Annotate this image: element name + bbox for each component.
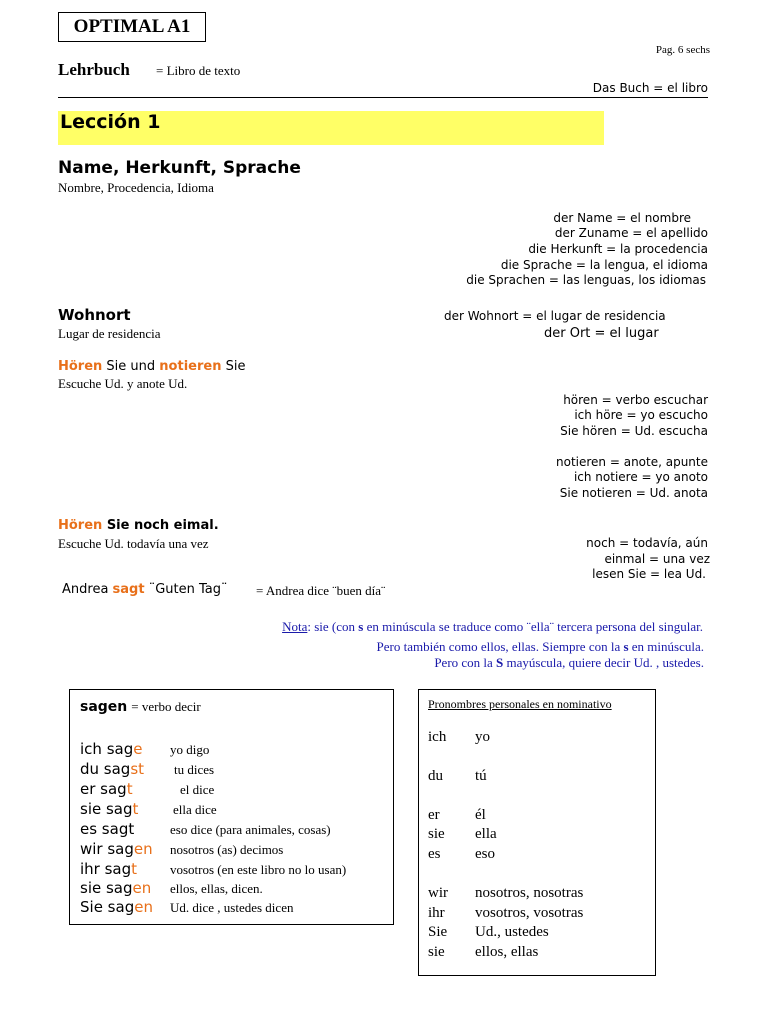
- vocab-zuname: der Zuname = el apellido: [554, 226, 708, 240]
- wohnort-translation: Lugar de residencia: [58, 326, 161, 341]
- sagen-title-translation: = verbo decir: [131, 699, 201, 714]
- hoeren-instruction: [58, 359, 245, 374]
- vocab-sprache: die Sprache = la lengua, el idioma: [500, 258, 708, 272]
- sagen-ending: st: [130, 760, 145, 778]
- pronoun-row: [428, 807, 486, 824]
- sagen-row-ihr: [80, 860, 346, 879]
- noch-note-1: noch = todavía, aún: [586, 536, 708, 550]
- pronoun-es: Ud., ustedes: [475, 924, 549, 940]
- wohnort-word: Wohnort: [58, 306, 131, 324]
- pronoun-de: du: [428, 768, 443, 784]
- nota-l2b: s: [623, 639, 629, 654]
- pronoun-de: es: [428, 846, 441, 862]
- pronoun-es: eso: [475, 846, 495, 862]
- section-heading-translation: Nombre, Procedencia, Idioma: [58, 180, 214, 195]
- sagen-row-sie: [80, 800, 217, 819]
- pronoun-de: sie: [428, 944, 445, 960]
- noch-rest: Sie noch eimal.: [102, 518, 219, 533]
- pronoun-row: [428, 846, 495, 863]
- sagen-row-ich: [80, 740, 209, 759]
- sagen-translation: ellos, ellas, dicen.: [170, 881, 263, 896]
- sagen-stem: es sagt: [80, 820, 135, 838]
- pronoun-row: [428, 905, 583, 922]
- sagen-ending: e: [133, 740, 143, 758]
- sagen-stem: er sag: [80, 780, 127, 798]
- pronoun-es: él: [475, 807, 486, 823]
- pronoun-de: ich: [428, 729, 447, 745]
- sagen-ending: en: [132, 879, 152, 897]
- andrea-verb: sagt: [112, 582, 145, 597]
- pronoun-de: sie: [428, 826, 445, 842]
- noch-translation: Escuche Ud. todavía una vez: [58, 536, 209, 551]
- sagen-translation: ella dice: [173, 802, 217, 817]
- noch-verb: Hören: [58, 518, 103, 533]
- buch-note: Das Buch = el libro: [592, 81, 708, 95]
- pronoun-row: [428, 924, 549, 941]
- wohnort-note: der Wohnort = el lugar de residencia: [444, 309, 666, 323]
- pronoun-es: ella: [475, 826, 497, 842]
- ort-note: der Ort = el lugar: [544, 326, 659, 341]
- nota-l2a: Pero también como ellos, ellas. Siempre con la: [376, 639, 624, 654]
- nota-line-3: [434, 655, 704, 671]
- hoeren-verb: Hören: [58, 359, 103, 374]
- hoeren-note-3: Sie hören = Ud. escucha: [560, 424, 708, 438]
- nota-l2c: en minúscula.: [628, 639, 704, 654]
- sagen-stem: ich sag: [80, 740, 134, 758]
- sagen-row-er: [80, 780, 214, 799]
- sagen-row-sie-plural: [80, 879, 263, 898]
- lehrbuch-translation: = Libro de texto: [156, 63, 241, 78]
- book-title: OPTIMAL A1: [58, 12, 206, 42]
- section-heading: Name, Herkunft, Sprache: [58, 158, 301, 178]
- sagen-stem: wir sag: [80, 840, 134, 858]
- page-label: Pag. 6 sechs: [655, 44, 710, 56]
- pronoun-es: tú: [475, 768, 487, 784]
- nota-l1a: : sie (con: [307, 619, 359, 634]
- andrea-quote: ¨Guten Tag¨: [144, 582, 228, 597]
- sagen-stem: ihr sag: [80, 860, 132, 878]
- nota-l1c: en minúscula se traduce como ¨ella¨ tercera persona del singular.: [363, 619, 703, 634]
- vocab-sprachen: die Sprachen = las lenguas, los idiomas: [466, 273, 706, 287]
- vocab-herkunft: die Herkunft = la procedencia: [528, 242, 708, 256]
- pronoun-es: ellos, ellas: [475, 944, 539, 960]
- sagen-translation: el dice: [180, 782, 215, 797]
- pronoun-de: wir: [428, 885, 448, 901]
- andrea-name: Andrea: [62, 582, 113, 597]
- sagen-stem: Sie sag: [80, 898, 135, 916]
- sagen-row-Sie-formal: [80, 898, 293, 917]
- nota-label: Nota: [282, 619, 308, 634]
- sagen-title: [80, 698, 201, 716]
- pronoun-es: yo: [475, 729, 490, 745]
- sagen-stem: sie sag: [80, 879, 133, 897]
- lesson-title: Lección 1: [60, 111, 161, 133]
- sagen-ending: t: [131, 860, 138, 878]
- nota-line-2: [377, 639, 704, 655]
- sagen-title-word: sagen: [80, 699, 128, 715]
- notieren-note-2: ich notiere = yo anoto: [573, 470, 708, 484]
- sagen-ending: t: [126, 780, 133, 798]
- pronoun-row: [428, 885, 583, 902]
- nota-l1b: s: [358, 619, 364, 634]
- nota-l3a: Pero con la: [434, 655, 497, 670]
- hoeren-note-2: ich höre = yo escucho: [574, 408, 708, 422]
- sagen-row-es: [80, 820, 331, 839]
- hoeren-mid: Sie und: [102, 359, 160, 374]
- vocab-name: der Name = el nombre: [553, 211, 691, 225]
- sagen-translation: nosotros (as) decimos: [170, 842, 284, 857]
- sagen-stem: du sag: [80, 760, 131, 778]
- pronoun-es: nosotros, nosotras: [475, 885, 584, 901]
- nota-l3c: mayúscula, quiere decir Ud. , ustedes.: [503, 655, 704, 670]
- sagen-row-wir: [80, 840, 283, 859]
- header-divider: [58, 97, 708, 98]
- pronoun-row: [428, 729, 490, 746]
- sagen-ending: en: [134, 898, 153, 916]
- sagen-ending: en: [133, 840, 153, 858]
- lehrbuch-word: Lehrbuch: [58, 60, 130, 79]
- sagen-translation: Ud. dice , ustedes dicen: [170, 900, 294, 915]
- pronoun-row: [428, 944, 538, 961]
- noch-instruction: [58, 518, 219, 533]
- pronoun-row: [428, 826, 497, 843]
- hoeren-note-1: hören = verbo escuchar: [563, 393, 708, 407]
- notieren-note-1: notieren = anote, apunte: [556, 455, 708, 469]
- andrea-sentence: [62, 582, 228, 597]
- sagen-row-du: [80, 760, 214, 779]
- sagen-translation: tu dices: [174, 762, 215, 777]
- sagen-ending: t: [132, 800, 139, 818]
- hoeren-end: Sie: [221, 359, 246, 374]
- noch-note-3: lesen Sie = lea Ud.: [592, 567, 706, 581]
- pronoun-es: vosotros, vosotras: [475, 905, 584, 921]
- pronoun-de: ihr: [428, 905, 445, 921]
- sagen-translation: vosotros (en este libro no lo usan): [170, 862, 347, 877]
- sagen-stem: sie sag: [80, 800, 133, 818]
- pronoun-row: [428, 768, 487, 785]
- pronoun-de: er: [428, 807, 440, 823]
- sagen-translation: yo digo: [170, 742, 210, 757]
- notieren-verb: notieren: [159, 359, 222, 374]
- noch-note-2: einmal = una vez: [604, 552, 710, 566]
- pronoun-box-title: Pronombres personales en nominativo: [428, 697, 612, 711]
- sagen-translation: eso dice (para animales, cosas): [170, 822, 331, 837]
- notieren-note-3: Sie notieren = Ud. anota: [559, 486, 708, 500]
- hoeren-translation: Escuche Ud. y anote Ud.: [58, 376, 188, 391]
- andrea-translation: = Andrea dice ¨buen día¨: [256, 583, 386, 598]
- nota-line-1: [282, 619, 703, 635]
- pronoun-de: Sie: [428, 924, 448, 940]
- nota-l3b: S: [496, 655, 504, 670]
